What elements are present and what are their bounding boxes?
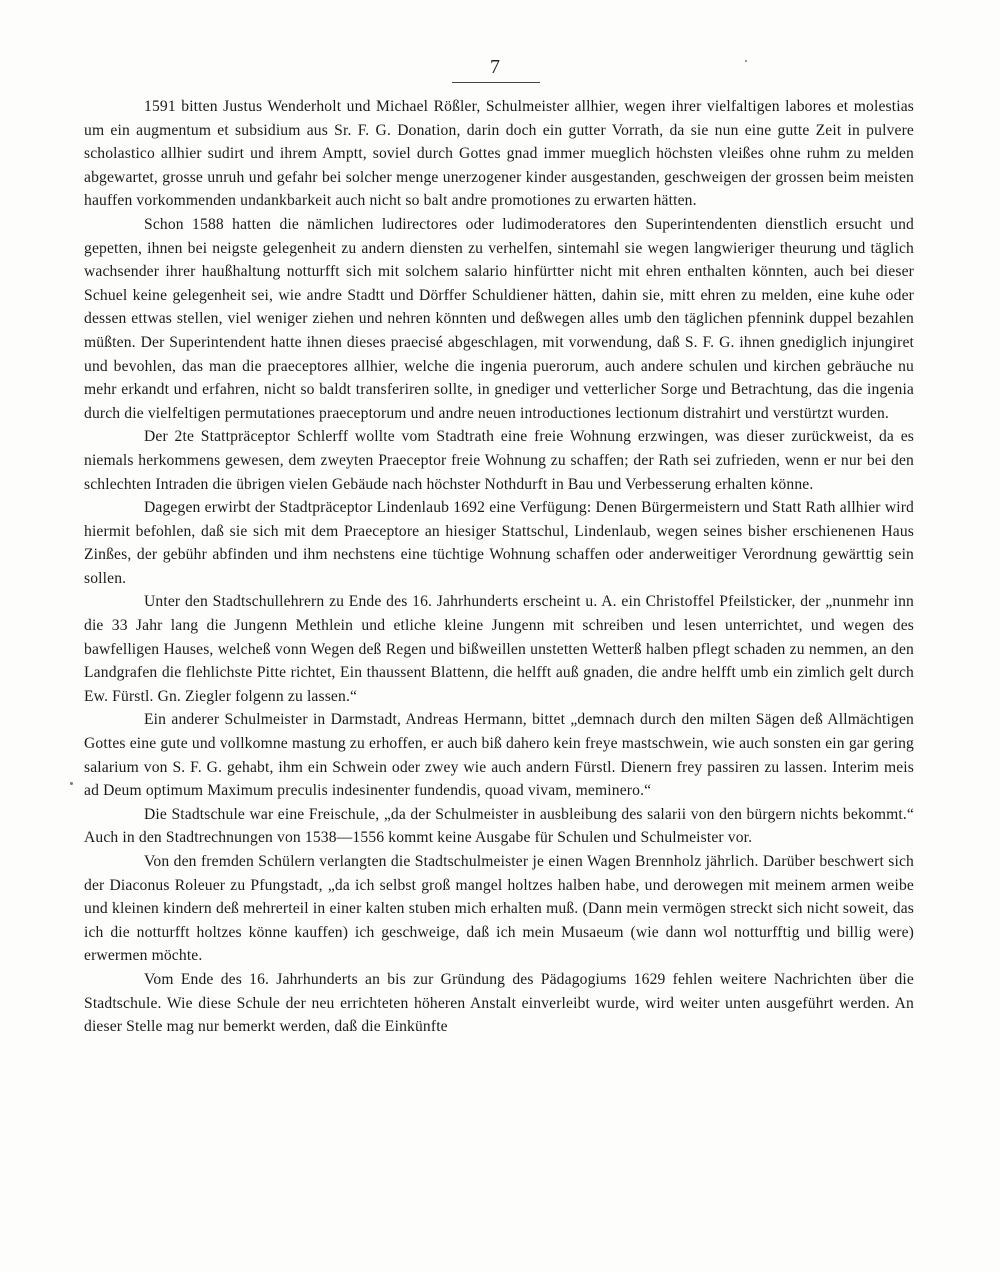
paragraph-6: Ein anderer Schulmeister in Darmstadt, Andreas Hermann, bittet „demnach durch den milten Sägen deß Allmächtigen Gottes eine gute und vollkomne mastung zu erhoffen, er auch biß dahero kein freye mastschwein, wie auch sonsten ein gar gering salarium von S. F. G. gehabt, ihm ein Schwein oder zwey wie auch andern Fürstl. Dienern frey passiren zu lassen. Interim meis ad Deum optimum Maximum preculis indesinenter fundendis, quoad vivam, meminero.“ bbox=[84, 711, 914, 800]
paragraph-7: Die Stadtschule war eine Freischule, „da der Schulmeister in ausbleibung des salarii von den bürgern nichts bekommt.“ Auch in den Stadtrechnungen von 1538—1556 kommt keine Ausgabe für Schulen und Schulmeister vor. bbox=[84, 805, 914, 847]
body-text bbox=[84, 95, 914, 1039]
page-number: 7 bbox=[490, 56, 500, 78]
page-number-rule bbox=[452, 82, 540, 83]
paragraph-9: Vom Ende des 16. Jahrhunderts an bis zur Gründung des Pädagogiums 1629 fehlen weitere Nachrichten über die Stadtschule. Wie diese Schule der neu errichteten höheren Anstalt einverleibt wurde, wird weiter unten ausgeführt werden. An dieser Stelle mag nur bemerkt werden, daß die Einkünfte bbox=[84, 970, 914, 1036]
paragraph-8: Von den fremden Schülern verlangten die Stadtschulmeister je einen Wagen Brennholz jährlich. Darüber beschwert sich der Diaconus Roleuer zu Pfungstadt, „da ich selbst groß mangel holtzes halben habe, und derowegen mit meinem armen weibe und kleinen kindern deß mehrerteil in einer kalten stuben mich erhalten muß. (Dann mein vermögen streckt sich nicht soweit, das ich die notturfft holtzes könne kauffen) ich geschweige, daß ich mein Musaeum (wie dann wol notturfftig und billig were) erwermen möchte. bbox=[84, 853, 914, 965]
paper-speck bbox=[745, 60, 747, 62]
paragraph-2: Schon 1588 hatten die nämlichen ludirectores oder ludimoderatores den Superintendenten dienstlich ersucht und gepetten, ihnen bei neigste gelegenheit zu andern diensten zu verhelfen, sintemahl sie wegen langwieriger theurung und täglich wachsender ihrer haußhaltung notturfft sich mit solchem salario hinfürtter nicht mit ehren enthalten könnten, auch bei dieser Schuel keine gelegenheit sei, wie andre Stadtt und Dörffer Schuldiener hätten, dahin sie, mitt ehren zu melden, eine kuhe oder dessen ettwas stellen, viel weniger ziehen und nehren könnten und deßwegen alles umb den täglichen pfennink duppel bezahlen müßten. Der Superintendent hatte ihnen dieses praecisé abgeschlagen, mit vorwendung, daß S. F. G. ihnen gnediglich injungiret und bevohlen, das man die praeceptores allhier, welche die ingenia puerorum, auch andere schulen und kirchen gebräuche nu mehr erkandt und erfahren, nicht so baldt transferiren sollte, in gnediger und vetterlicher Sorge und Betrachtung, das die ingenia durch die vielfeltigen permutationes praeceptorum und andre neuen introductiones lectionum distrahirt und verstürtzt wurden. bbox=[84, 215, 914, 422]
paragraph-1: 1591 bitten Justus Wenderholt und Michael Rößler, Schulmeister allhier, wegen ihrer vielfaltigen labores et molestias um ein augmentum et subsidium aus Sr. F. G. Donation, darin doch ein gutter Vorrath, da sie nun eine gutte Zeit in pulvere scholastico allhier sudirt und ihrem Amptt, soviel durch Gottes gnad immer mueglich höchsten vleißes ohne ruhm zu melden abgewartet, grosse unruh und gefahr bei solcher menge unerzogener kinder ausgestanden, geschweigen der grossen beim meisten hauffen vorkommenden undankbarkeit auch nicht so balt andre promotiones zu erwarten hätten. bbox=[84, 98, 914, 210]
paragraph-4: Dagegen erwirbt der Stadtpräceptor Lindenlaub 1692 eine Verfügung: Denen Bürgermeistern und Statt Rath allhier wird hiermit befohlen, daß sie sich mit dem Praeceptore an hiesiger Stattschul, Lindenlaub, wegen seines bisher erschienenen Haus Zinßes, der gebühr abfinden und ihm nechstens eine tüchtige Wohnung schaffen oder anderweitiger Verordnung gewärttig sein sollen. bbox=[84, 499, 914, 587]
paragraph-3: Der 2te Stattpräceptor Schlerff wollte vom Stadtrath eine freie Wohnung erzwingen, was dieser zurückweist, da es niemals herkommens gewesen, dem zweyten Praeceptor freie Wohnung zu schaffen; der Rath sei zufrieden, wenn er nur bei den schlechten Intraden die übrigen vielen Gebäude nach höchster Nothdurft in Bau und Verbesserung erhalten könne. bbox=[84, 428, 914, 493]
paragraph-5: Unter den Stadtschullehrern zu Ende des 16. Jahrhunderts erscheint u. A. ein Christoffel Pfeilsticker, der „nunmehr inn die 33 Jahr lang die Jungenn Methlein und etliche kleine Jungenn mit schreiben und lesen unterrichtet, und wegen des bawfelligen Hauses, welcheß vonn Wegen deß Regen und bißweillen unstetten Wetterß halben pflegt schaden zu nemmen, an den Landgrafen die flehlichste Pitte richtet, Ein thaussent Blattenn, die helfft auß gnaden, die andre helfft umb ein zimlich gelt durch Ew. Fürstl. Gn. Ziegler folgenn zu lassen.“ bbox=[84, 593, 914, 705]
paper-speck bbox=[70, 782, 73, 785]
